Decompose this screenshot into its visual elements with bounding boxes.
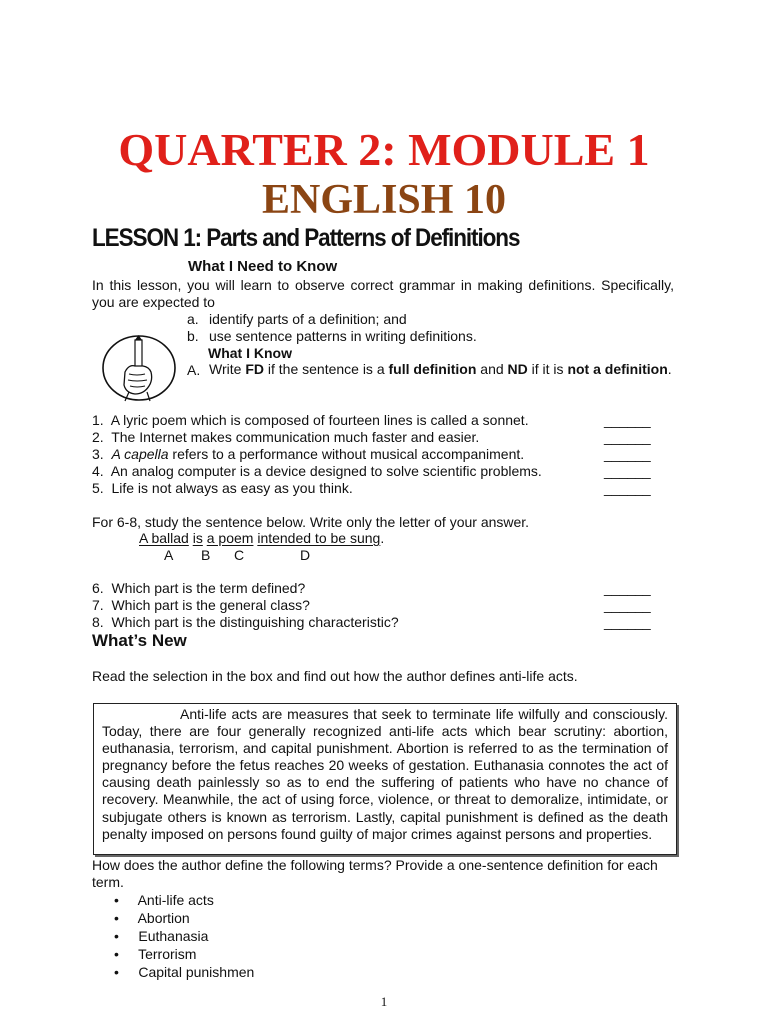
what-i-need-to-know-heading: What I Need to Know	[188, 258, 338, 275]
part-letter-a: A	[164, 547, 174, 563]
lesson-title: LESSON 1: Parts and Patterns of Definitions	[92, 224, 520, 252]
list-item: 2. The Internet makes communication much faster and easier.	[92, 429, 480, 445]
list-item: 8. Which part is the distinguishing characteristic?	[92, 614, 399, 630]
subject-title: ENGLISH 10	[262, 177, 506, 223]
hand-pencil-icon	[101, 334, 177, 402]
quarter-title: QUARTER 2: MODULE 1	[118, 124, 650, 175]
list-item: 3. A capella refers to a performance without musical accompaniment.	[92, 446, 525, 462]
objective-a: identify parts of a definition; and	[209, 311, 407, 327]
answer-blank[interactable]: ______	[604, 614, 651, 630]
page-number: 1	[380, 994, 388, 1009]
list-item: • Anti-life acts	[114, 892, 214, 908]
answer-blank[interactable]: ______	[604, 597, 651, 613]
answer-blank[interactable]: ______	[604, 429, 651, 445]
what-i-know-heading: What I Know	[208, 345, 292, 361]
list-item: • Capital punishmen	[114, 964, 255, 980]
objective-marker-b: b.	[187, 328, 199, 344]
list-item: • Euthanasia	[114, 928, 209, 944]
answer-blank[interactable]: ______	[604, 580, 651, 596]
selection-text: Anti-life acts are measures that seek to terminate life wilfully and consciously. Today, there are four generally recognized anti-life acts which bear scrutiny: abortion, euthanasia, terrorism, and capital punishment. Abortion is referred to as the termination of pregnancy before the fetus reaches 20 weeks of gestation. Euthanasia connotes the act of causing death painlessly so as to end the suffering of patients who have no chance of recovery. Meanwhile, the act of using force, violence, or threat to demoralize, intimidate, or subjugate others is known as terrorism. Lastly, capital punishment is defined as the death penalty imposed on persons found guilty of major crimes against persons and properties.	[102, 706, 668, 842]
answer-blank[interactable]: ______	[604, 446, 651, 462]
list-item: 7. Which part is the general class?	[92, 597, 310, 613]
selection-box	[93, 703, 677, 855]
objective-b: use sentence patterns in writing definitions.	[209, 328, 477, 344]
answer-blank[interactable]: ______	[604, 412, 651, 428]
answer-blank[interactable]: ______	[604, 480, 651, 496]
whats-new-heading: What’s New	[92, 631, 187, 650]
study-sentence: A ballad is a poem intended to be sung.	[139, 530, 385, 546]
list-item: • Abortion	[114, 910, 190, 926]
list-item: • Terrorism	[114, 946, 197, 962]
part-letter-c: C	[234, 547, 245, 563]
instruction-marker: A.	[187, 362, 201, 378]
instruction-fd-nd: Write FD if the sentence is a full definition and ND if it is not a definition.	[209, 361, 672, 377]
part-letter-b: B	[201, 547, 211, 563]
answer-blank[interactable]: ______	[604, 463, 651, 479]
list-item: 1. A lyric poem which is composed of fourteen lines is called a sonnet.	[92, 412, 529, 428]
list-item: 4. An analog computer is a device designed to solve scientific problems.	[92, 463, 542, 479]
study-instruction: For 6-8, study the sentence below. Write only the letter of your answer.	[92, 514, 530, 530]
list-item: 6. Which part is the term defined?	[92, 580, 306, 596]
list-item: 5. Life is not always as easy as you think.	[92, 480, 353, 496]
part-letter-d: D	[300, 547, 311, 563]
objective-marker-a: a.	[187, 311, 199, 327]
whats-new-instruction: Read the selection in the box and find out how the author defines anti-life acts.	[92, 668, 578, 684]
intro-paragraph: In this lesson, you will learn to observe correct grammar in making definitions. Specifically, you are expected to	[92, 277, 674, 310]
definition-question: How does the author define the following terms? Provide a one-sentence definition for each term.	[92, 857, 658, 890]
